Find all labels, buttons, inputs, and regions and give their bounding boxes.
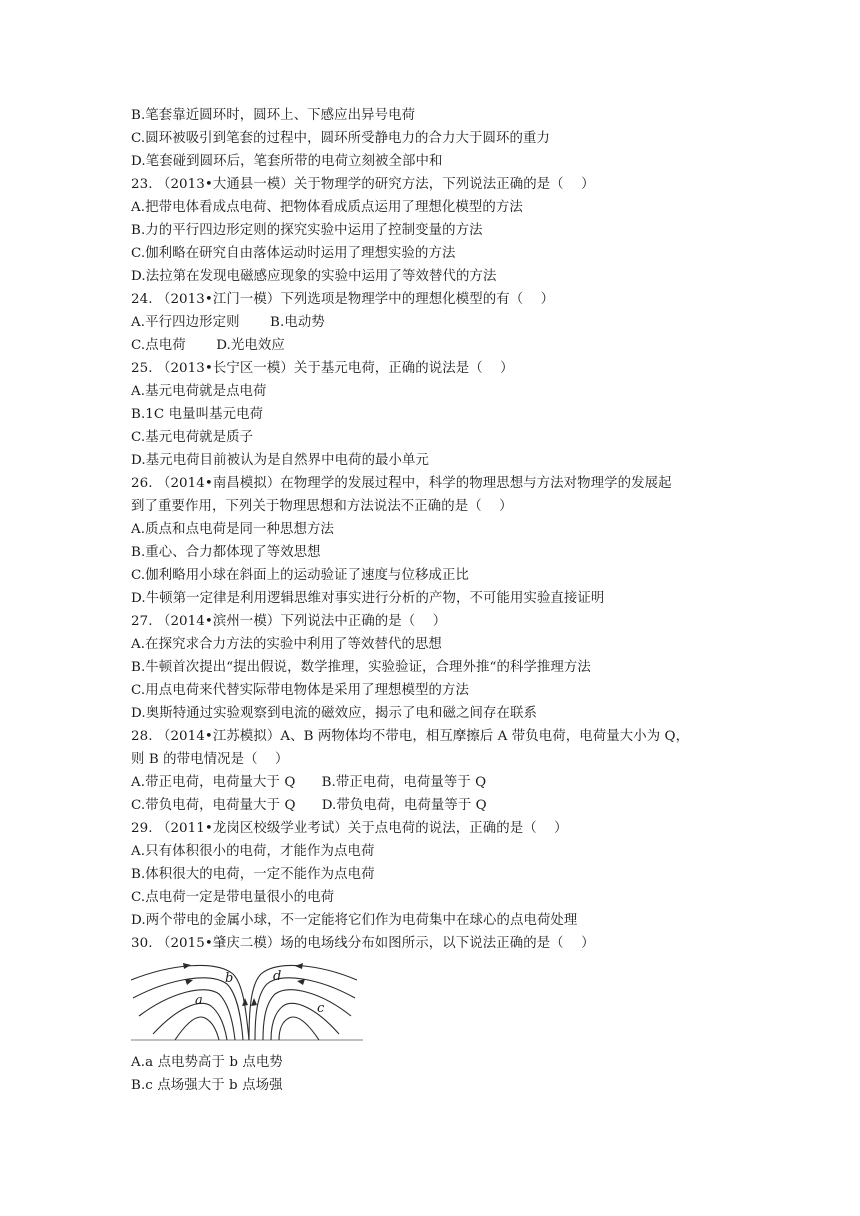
point-label-d: d — [273, 969, 282, 984]
point-label-c: c — [317, 1001, 325, 1016]
text-line: 23. （2013•大通县一模）关于物理学的研究方法，下列说法正确的是（ ） — [131, 177, 595, 192]
field-line-r5 — [279, 1017, 319, 1040]
text-line: 24. （2013•江门一模）下列选项是物理学中的理想化模型的有（ ） — [131, 292, 555, 307]
field-line-r1 — [249, 965, 357, 1040]
text-line: C.基元电荷就是质子 — [131, 430, 254, 445]
text-line: C.用点电荷来代替实际带电物体是采用了理想模型的方法 — [131, 683, 469, 698]
text-line: A.基元电荷就是点电荷 — [131, 384, 267, 399]
field-line-l5 — [175, 1017, 219, 1040]
text-line: 25. （2013•长宁区一模）关于基元电荷，正确的说法是（ ） — [131, 361, 514, 376]
text-line: B.重心、合力都体现了等效思想 — [131, 545, 321, 560]
arrow-icon — [185, 979, 193, 985]
text-line: C.伽利略用小球在斜面上的运动验证了速度与位移成正比 — [131, 568, 469, 583]
text-line: B.c 点场强大于 b 点场强 — [131, 1078, 283, 1093]
arrow-icon — [242, 998, 248, 1006]
text-line: A.在探究求合力方法的实验中利用了等效替代的思想 — [131, 637, 442, 652]
text-line: D.笔套碰到圆环后，笔套所带的电荷立刻被全部中和 — [131, 154, 443, 169]
text-line: D.牛顿第一定律是利用逻辑思维对事实进行分析的产物，不可能用实验直接证明 — [131, 591, 605, 606]
text-line: B.体积很大的电荷，一定不能作为点电荷 — [131, 867, 375, 882]
text-line: A.把带电体看成点电荷、把物体看成质点运用了理想化模型的方法 — [131, 200, 523, 215]
text-line: A.a 点电势高于 b 点电势 — [131, 1055, 283, 1070]
text-line: A.带正电荷，电荷量大于 Q B.带正电荷，电荷量等于 Q — [131, 775, 487, 790]
point-label-b: b — [225, 971, 234, 986]
text-line: B.1C 电量叫基元电荷 — [131, 407, 264, 422]
text-line: A.只有体积很小的电荷，才能作为点电荷 — [131, 844, 375, 859]
arrow-icon — [295, 963, 303, 969]
text-line: 26. （2014•南昌模拟）在物理学的发展过程中，科学的物理思想与方法对物理学的发展起 — [131, 476, 672, 491]
text-line: D.两个带电的金属小球，不一定能将它们作为电荷集中在球心的点电荷处理 — [131, 913, 578, 928]
text-line: D.奥斯特通过实验观察到电流的磁效应，揭示了电和磁之间存在联系 — [131, 706, 537, 721]
text-line: 到了重要作用，下列关于物理思想和方法说法不正确的是（ ） — [131, 499, 513, 514]
text-line: D.法拉第在发现电磁感应现象的实验中运用了等效替代的方法 — [131, 269, 497, 284]
text-line: D.基元电荷目前被认为是自然界中电荷的最小单元 — [131, 453, 430, 468]
text-line: C.点电荷 D.光电效应 — [131, 338, 285, 353]
text-line: C.圆环被吸引到笔套的过程中，圆环所受静电力的合力大于圆环的重力 — [131, 131, 550, 146]
field-line-l3 — [139, 990, 235, 1040]
answer-options-block — [131, 1051, 831, 1097]
text-line: B.牛顿首次提出“提出假说，数学推理，实验验证，合理外推“的科学推理方法 — [131, 660, 591, 675]
text-line: 则 B 的带电情况是（ ） — [131, 752, 289, 767]
arrow-icon — [297, 979, 305, 985]
text-line: C.带负电荷，电荷量大于 Q D.带负电荷，电荷量等于 Q — [131, 798, 487, 813]
text-line: 27. （2014•滨州一模）下列说法中正确的是（ ） — [131, 614, 447, 629]
text-line: 28. （2014•江苏模拟）A、B 两物体均不带电，相互摩擦后 A 带负电荷，电荷量大小为 Q， — [131, 729, 690, 744]
text-line: B.笔套靠近圆环时，圆环上、下感应出异号电荷 — [131, 108, 416, 123]
question-text-block — [131, 104, 831, 955]
field-line-r2 — [255, 978, 355, 1040]
text-line: A.质点和点电荷是同一种思想方法 — [131, 522, 334, 537]
field-lines-svg — [131, 954, 363, 1042]
field-line-r4 — [271, 1003, 339, 1040]
text-line: C.点电荷一定是带电量很小的电荷 — [131, 890, 335, 905]
text-line: A.平行四边形定则 B.电动势 — [131, 315, 325, 330]
electric-field-lines-figure — [131, 954, 363, 1042]
text-line: 29. （2011•龙岗区校级学业考试）关于点电荷的说法，正确的是（ ） — [131, 821, 568, 836]
text-line: C.伽利略在研究自由落体运动时运用了理想实验的方法 — [131, 246, 456, 261]
arrow-icon — [251, 998, 257, 1006]
text-line: B.力的平行四边形定则的探究实验中运用了控制变量的方法 — [131, 223, 483, 238]
text-line: 30. （2015•肇庆二模）场的电场线分布如图所示，以下说法正确的是（ ） — [131, 936, 595, 951]
point-label-a: a — [195, 993, 203, 1008]
